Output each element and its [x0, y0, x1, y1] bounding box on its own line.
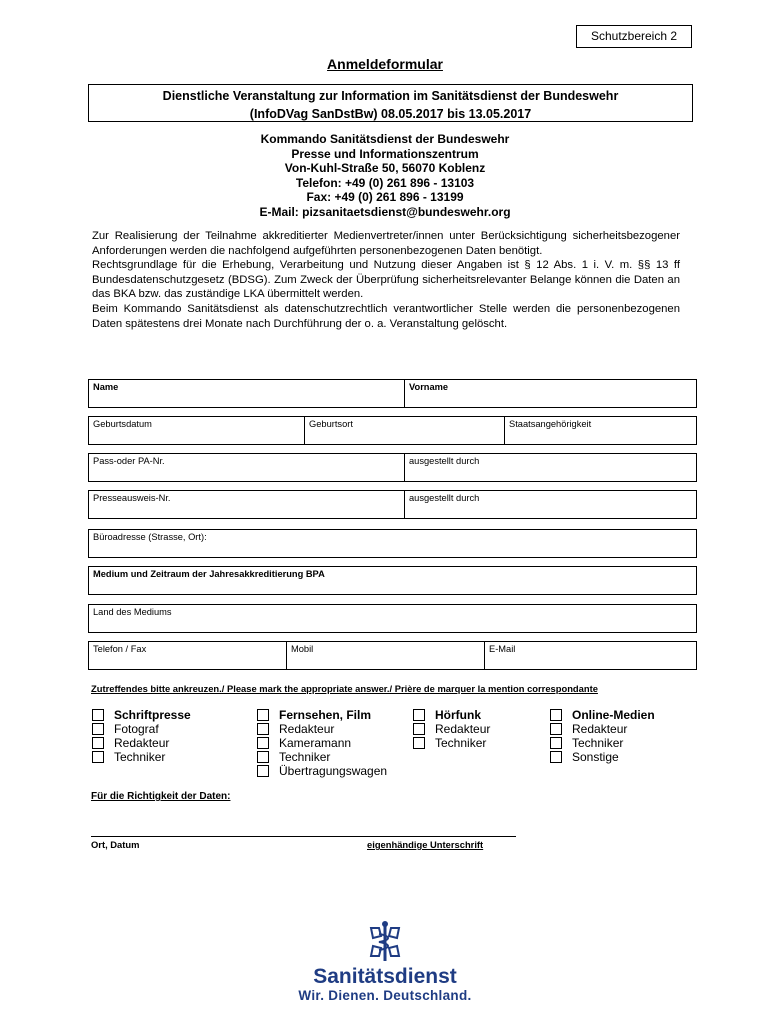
- medium-zeitraum-field[interactable]: Medium und Zeitraum der Jahresakkreditierung BPA: [93, 569, 325, 579]
- option-redakteur[interactable]: [413, 722, 490, 736]
- checkbox[interactable]: [257, 709, 269, 721]
- checkbox[interactable]: [257, 751, 269, 763]
- office-address-row: [88, 529, 697, 558]
- checkbox[interactable]: [257, 737, 269, 749]
- place-date-label: Ort, Datum: [91, 839, 140, 850]
- passport-row: [88, 453, 697, 482]
- option-label: Schriftpresse: [114, 708, 191, 722]
- name-field[interactable]: Name: [89, 380, 405, 407]
- email-field[interactable]: E-Mail: [489, 644, 516, 654]
- intro-paragraph-1: Zur Realisierung der Teilnahme akkreditierter Medienvertreter/innen unter Berücksichtigung sicherheitsbezogener Anforderungen werden die nachfolgend aufgeführten personenbezogenen Daten benötigt.: [92, 230, 680, 257]
- contact-row: [88, 641, 697, 670]
- address-line4: Telefon: +49 (0) 261 896 - 13103: [295, 175, 475, 190]
- checkbox[interactable]: [550, 709, 562, 721]
- option-techniker[interactable]: [92, 750, 191, 764]
- option-label: Techniker: [572, 736, 624, 750]
- option-fernsehen-film[interactable]: [257, 708, 387, 722]
- option-online-medien[interactable]: [550, 708, 655, 722]
- option-redakteur[interactable]: [92, 736, 191, 750]
- vorname-field[interactable]: Vorname: [409, 382, 449, 392]
- name-row: [88, 379, 697, 408]
- address-block: [0, 132, 770, 220]
- form-title: Anmeldeformular: [327, 56, 443, 72]
- correctness-label: Für die Richtigkeit der Daten:: [91, 791, 231, 802]
- option-label: Übertragungswagen: [279, 764, 388, 778]
- brand-slogan: Wir. Dienen. Deutschland.: [298, 988, 472, 1003]
- option-redakteur[interactable]: [257, 722, 387, 736]
- bueroadresse-field[interactable]: Büroadresse (Strasse, Ort):: [93, 532, 207, 542]
- category-fernsehen: [257, 708, 387, 778]
- signature-label: eigenhändige Unterschrift: [367, 839, 484, 850]
- country-row: [88, 604, 697, 633]
- event-title-line2: (InfoDVag SanDstBw) 08.05.2017 bis 13.05.2017: [249, 107, 532, 121]
- address-line5: Fax: +49 (0) 261 896 - 13199: [306, 190, 464, 205]
- instruction-notice: Zutreffendes bitte ankreuzen./ Please mark the appropriate answer./ Prière de marquer la mention correspondante: [91, 683, 598, 694]
- category-online: [550, 708, 655, 764]
- checkbox[interactable]: [92, 737, 104, 749]
- telefon-fax-field[interactable]: Telefon / Fax: [89, 642, 287, 669]
- security-area-box: Schutzbereich 2: [576, 25, 692, 48]
- intro-paragraph-3: Beim Kommando Sanitätsdienst als datenschutzrechtlich verantwortlicher Stelle werden die personenbezogenen Daten spätestens drei Monate nach Durchführung der o. a. Veranstaltung gelöscht.: [92, 302, 680, 330]
- address-line6: E-Mail: pizsanitaetsdienst@bundeswehr.org: [259, 204, 511, 219]
- category-schriftpresse: [92, 708, 191, 764]
- address-line2: Presse und Informationszentrum: [291, 146, 479, 161]
- geburtsdatum-field[interactable]: Geburtsdatum: [89, 417, 305, 444]
- option-label: Redakteur: [279, 722, 335, 736]
- land-field[interactable]: Land des Mediums: [93, 607, 172, 617]
- brand-name: Sanitätsdienst: [313, 965, 457, 988]
- option-uebertragungswagen[interactable]: [257, 764, 387, 778]
- intro-text: [92, 229, 680, 331]
- option-label: Redakteur: [435, 722, 491, 736]
- event-box: [88, 84, 693, 122]
- option-kameramann[interactable]: [257, 736, 387, 750]
- option-label: Kameramann: [279, 736, 352, 750]
- sanitaetsdienst-emblem-icon: [363, 920, 407, 969]
- checkbox[interactable]: [92, 723, 104, 735]
- checkbox[interactable]: [257, 765, 269, 777]
- option-label: Sonstige: [572, 750, 619, 764]
- presseausweis-nr-field[interactable]: Presseausweis-Nr.: [89, 491, 405, 518]
- checkbox[interactable]: [550, 751, 562, 763]
- option-fotograf[interactable]: [92, 722, 191, 736]
- option-techniker[interactable]: [550, 736, 655, 750]
- option-label: Fotograf: [114, 722, 159, 736]
- checkbox[interactable]: [550, 723, 562, 735]
- address-line1: Kommando Sanitätsdienst der Bundeswehr: [260, 132, 510, 146]
- option-label: Redakteur: [572, 722, 628, 736]
- checkbox[interactable]: [413, 723, 425, 735]
- event-title-line1: Dienstliche Veranstaltung zur Information im Sanitätsdienst der Bundeswehr: [162, 89, 619, 103]
- intro-paragraph-2: Rechtsgrundlage für die Erhebung, Verarbeitung und Nutzung dieser Angaben ist § 12 Abs. 1 i. V. m. §§ 13 ff Bundesdatenschutzgesetz (BDSG). Zum Zweck der Überprüfung sicherheitsrelevanter Belange können die Daten an das BKA bzw. das zuständige LKA übermittelt werden.: [92, 259, 680, 301]
- option-label: Hörfunk: [435, 708, 481, 722]
- option-sonstige[interactable]: [550, 750, 655, 764]
- press-card-row: [88, 490, 697, 519]
- staatsangehoerigkeit-field[interactable]: Staatsangehörigkeit: [509, 419, 592, 429]
- option-label: Techniker: [435, 736, 487, 750]
- birth-row: [88, 416, 697, 445]
- category-hoerfunk: [413, 708, 490, 750]
- option-label: Fernsehen, Film: [279, 708, 372, 722]
- checkbox[interactable]: [92, 751, 104, 763]
- option-redakteur[interactable]: [550, 722, 655, 736]
- pass-nr-field[interactable]: Pass-oder PA-Nr.: [89, 454, 405, 481]
- geburtsort-field[interactable]: Geburtsort: [305, 417, 505, 444]
- option-label: Techniker: [114, 750, 166, 764]
- option-label: Online-Medien: [572, 708, 655, 722]
- option-hoerfunk[interactable]: [413, 708, 490, 722]
- option-techniker[interactable]: [413, 736, 490, 750]
- checkbox[interactable]: [413, 737, 425, 749]
- option-techniker[interactable]: [257, 750, 387, 764]
- checkbox[interactable]: [92, 709, 104, 721]
- pass-issuer-field[interactable]: ausgestellt durch: [409, 456, 480, 466]
- option-schriftpresse[interactable]: [92, 708, 191, 722]
- option-label: Techniker: [279, 750, 331, 764]
- option-label: Redakteur: [114, 736, 170, 750]
- address-line3: Von-Kuhl-Straße 50, 56070 Koblenz: [284, 161, 486, 176]
- checkbox[interactable]: [257, 723, 269, 735]
- checkbox[interactable]: [550, 737, 562, 749]
- signature-line[interactable]: [91, 836, 516, 837]
- presseausweis-issuer-field[interactable]: ausgestellt durch: [409, 493, 480, 503]
- medium-row: [88, 566, 697, 595]
- mobil-field[interactable]: Mobil: [287, 642, 485, 669]
- checkbox[interactable]: [413, 709, 425, 721]
